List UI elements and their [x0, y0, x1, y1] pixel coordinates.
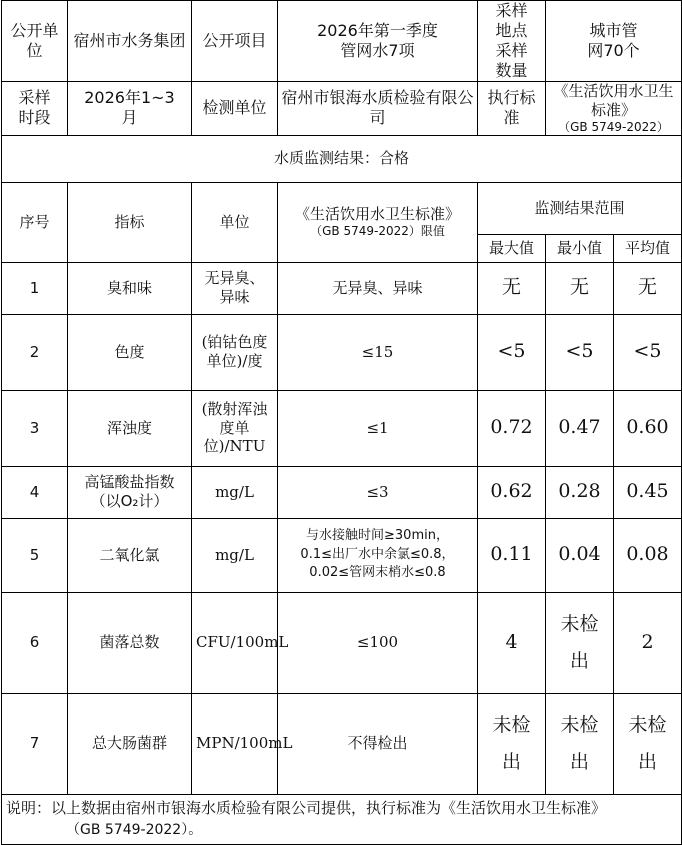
footnote-code: （GB 5749-2022）。: [66, 821, 203, 838]
row-max: <5: [478, 314, 546, 390]
row-limit: 不得检出: [278, 693, 478, 794]
sampling-site-label: 采样地点采样数量: [478, 1, 546, 82]
row-max: 0.72: [478, 390, 546, 466]
standard-label: 执行标准: [478, 82, 546, 136]
table-row: [2, 693, 682, 794]
row-no: 4: [2, 466, 68, 518]
col-max-header: 最大值: [478, 234, 546, 262]
row-limit: ≤15: [278, 314, 478, 390]
col-min-header: 最小值: [546, 234, 614, 262]
row-avg: 无: [614, 262, 682, 314]
row-no: 3: [2, 390, 68, 466]
row-min: 0.47: [546, 390, 614, 466]
row-limit: [278, 518, 478, 592]
table-row: [2, 262, 682, 314]
row-max: 0.11: [478, 518, 546, 592]
table-row: [2, 592, 682, 693]
standard-cell: [546, 82, 682, 136]
row-no: 6: [2, 592, 68, 693]
info-row-2: [2, 82, 682, 136]
header-row-1: [2, 182, 682, 234]
row-avg: 0.60: [614, 390, 682, 466]
row-unit: CFU/100mL: [192, 592, 278, 693]
row-indicator: 臭和味: [68, 262, 192, 314]
disclose-unit-value: 宿州市水务集团: [68, 1, 192, 82]
result-banner: 水质监测结果：合格: [2, 135, 682, 182]
row-avg: <5: [614, 314, 682, 390]
row-unit: (散射浑浊度单位)/NTU: [192, 390, 278, 466]
table-row: [2, 390, 682, 466]
row-no: 2: [2, 314, 68, 390]
row-indicator: 浑浊度: [68, 390, 192, 466]
col-indicator-header: 指标: [68, 182, 192, 262]
row-max: 无: [478, 262, 546, 314]
row-limit: ≤3: [278, 466, 478, 518]
sampling-period-value: 2026年1~3月: [68, 82, 192, 136]
row-avg: 未检出: [614, 693, 682, 794]
limit-header-line1: 《生活饮用水卫生标准》: [294, 205, 460, 224]
disclose-item-value: 2026年第一季度管网水7项: [278, 1, 478, 82]
row-no: 7: [2, 693, 68, 794]
row-unit: MPN/100mL: [192, 693, 278, 794]
note-row: [2, 794, 682, 844]
standard-name: 《生活饮用水卫生标准》: [553, 82, 674, 119]
row-min: 未检出: [546, 693, 614, 794]
row-limit: ≤1: [278, 390, 478, 466]
row-max: 4: [478, 592, 546, 693]
info-row-1: [2, 1, 682, 82]
disclose-item-label: 公开项目: [192, 1, 278, 82]
row-unit: 无异臭、异味: [192, 262, 278, 314]
test-unit-value: 宿州市银海水质检验有限公司: [278, 82, 478, 136]
sampling-period-label: 采样时段: [2, 82, 68, 136]
row-indicator: 菌落总数: [68, 592, 192, 693]
result-banner-row: [2, 135, 682, 182]
table-row: [2, 466, 682, 518]
footnote: [2, 794, 682, 844]
row-unit: (铂钴色度单位)/度: [192, 314, 278, 390]
footnote-text: 说明：以上数据由宿州市银海水质检验有限公司提供，执行标准为《生活饮用水卫生标准》: [6, 798, 607, 817]
row-min: 0.04: [546, 518, 614, 592]
row-min: 0.28: [546, 466, 614, 518]
limit-line: 0.02≤管网末梢水≤0.8: [309, 565, 446, 581]
table-row: [2, 314, 682, 390]
row-max: 0.62: [478, 466, 546, 518]
standard-code: （GB 5749-2022）: [558, 119, 669, 134]
limit-line: 与水接触时间≥30min，: [306, 527, 449, 543]
row-limit: ≤100: [278, 592, 478, 693]
row-unit: mg/L: [192, 518, 278, 592]
row-no: 5: [2, 518, 68, 592]
test-unit-label: 检测单位: [192, 82, 278, 136]
col-no-header: 序号: [2, 182, 68, 262]
col-unit-header: 单位: [192, 182, 278, 262]
limit-header-line2: （GB 5749-2022）限值: [310, 223, 445, 238]
row-min: <5: [546, 314, 614, 390]
row-avg: 0.45: [614, 466, 682, 518]
col-limit-header: [278, 182, 478, 262]
disclose-unit-label: 公开单位: [2, 1, 68, 82]
row-indicator: 总大肠菌群: [68, 693, 192, 794]
row-avg: 2: [614, 592, 682, 693]
row-no: 1: [2, 262, 68, 314]
table-row: [2, 518, 682, 592]
row-max: 未检出: [478, 693, 546, 794]
sampling-site-value: 城市管网70个: [546, 1, 682, 82]
col-avg-header: 平均值: [614, 234, 682, 262]
row-min: 无: [546, 262, 614, 314]
row-min: 未检出: [546, 592, 614, 693]
row-indicator: 二氧化氯: [68, 518, 192, 592]
row-indicator: 色度: [68, 314, 192, 390]
row-indicator: 高锰酸盐指数（以O₂计）: [68, 466, 192, 518]
row-unit: mg/L: [192, 466, 278, 518]
col-range-header: 监测结果范围: [478, 182, 682, 234]
row-limit: 无异臭、异味: [278, 262, 478, 314]
limit-line: 0.1≤出厂水中余氯≤0.8，: [300, 546, 455, 562]
water-quality-table: [1, 0, 682, 845]
row-avg: 0.08: [614, 518, 682, 592]
